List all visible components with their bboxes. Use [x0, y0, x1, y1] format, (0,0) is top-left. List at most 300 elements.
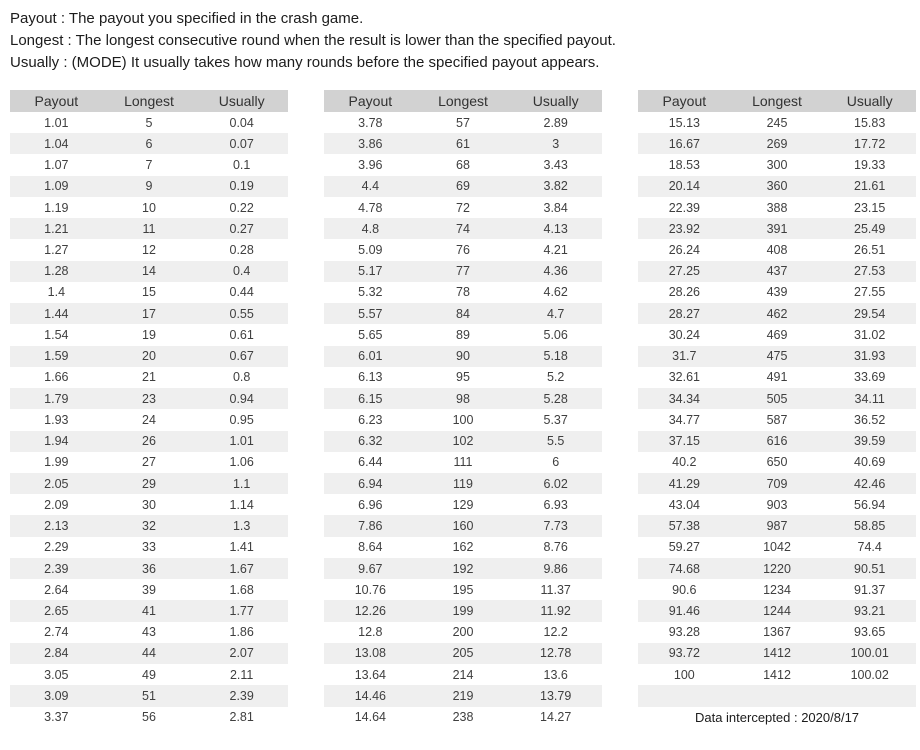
- table-cell: 93.21: [854, 604, 886, 618]
- table-cell: 119: [453, 476, 473, 491]
- table-cell: 34.34: [668, 391, 700, 406]
- table-cell: 475: [766, 349, 788, 364]
- table-header-row: [638, 90, 916, 112]
- table-cell: 5.37: [543, 412, 568, 427]
- table-row: [638, 515, 916, 536]
- table-row: [324, 579, 602, 600]
- table-cell: 13.79: [540, 688, 572, 703]
- table-row: [324, 664, 602, 685]
- table-cell: 1.41: [229, 540, 254, 555]
- table-cell: 84: [456, 306, 470, 321]
- table-row: [324, 515, 602, 536]
- table-cell: 40.2: [672, 455, 697, 470]
- table-cell: 1.54: [44, 327, 69, 342]
- table-cell: 9.86: [543, 561, 568, 576]
- table-cell: 1.28: [44, 264, 69, 279]
- description-line-payout: Payout : The payout you specified in the crash game.: [10, 10, 364, 27]
- table-cell: 16.67: [668, 136, 700, 151]
- table-cell: 5.28: [543, 391, 568, 406]
- table-cell: 90.6: [672, 582, 697, 597]
- table-cell: 8.76: [543, 540, 568, 555]
- table-cell: 58.85: [854, 519, 886, 534]
- table-cell: 388: [766, 200, 788, 215]
- table-cell: 69: [456, 179, 470, 194]
- table-cell: 102: [452, 434, 474, 449]
- table-cell: 214: [452, 667, 474, 682]
- table-cell: 49: [142, 667, 156, 682]
- table-cell: 5: [145, 115, 153, 130]
- table-cell: 408: [766, 243, 788, 258]
- table-cell: 39.59: [854, 434, 886, 449]
- table-cell: 1.04: [44, 136, 69, 151]
- table-row: [324, 154, 602, 175]
- table-cell: 31.7: [672, 349, 697, 364]
- table-cell: 195: [452, 582, 474, 597]
- table-cell: 42.46: [854, 476, 886, 491]
- table-row: [10, 643, 288, 664]
- table-cell: 89: [456, 327, 470, 342]
- table-cell: 1.09: [44, 179, 69, 194]
- table-cell: 26.24: [668, 243, 700, 258]
- table-cell: 462: [766, 306, 788, 321]
- table-cell: 0.95: [229, 412, 254, 427]
- table-row: [324, 197, 602, 218]
- table-cell: 2.74: [44, 625, 69, 640]
- table-cell: 162: [452, 540, 474, 555]
- table-cell: 95: [456, 370, 470, 385]
- table-cell: 437: [766, 264, 788, 279]
- table-cell: 1.94: [44, 434, 69, 449]
- table-cell: 56.94: [854, 497, 886, 512]
- payout-table-2: [324, 90, 602, 728]
- column-header-longest: Longest: [752, 93, 802, 109]
- table-cell: 2.84: [44, 646, 69, 661]
- table-cell: 6.44: [358, 455, 383, 470]
- table-row: [638, 324, 916, 345]
- payout-table-3: [638, 90, 916, 728]
- table-row: [324, 494, 602, 515]
- table-cell: 2.09: [44, 497, 69, 512]
- table-row: [10, 261, 288, 282]
- table-cell: 4.7: [546, 306, 565, 321]
- table-cell: 6.32: [358, 434, 383, 449]
- table-row: [10, 579, 288, 600]
- table-row: [10, 218, 288, 239]
- table-cell: 90: [456, 349, 470, 364]
- table-cell: 192: [452, 561, 474, 576]
- table-cell: 2.39: [229, 688, 254, 703]
- table-cell: 41: [142, 604, 156, 618]
- table-cell: 1.01: [44, 115, 69, 130]
- table-body: [638, 112, 916, 707]
- table-cell: 43: [142, 625, 156, 640]
- table-cell: 15.83: [854, 115, 886, 130]
- column-header-payout: Payout: [662, 93, 707, 109]
- table-cell: 100.02: [850, 667, 889, 682]
- table-cell: 44: [142, 646, 156, 661]
- table-cell: 22.39: [668, 200, 700, 215]
- table-cell: 2.65: [44, 604, 69, 618]
- table-row: [324, 303, 602, 324]
- table-cell: 3.05: [44, 667, 69, 682]
- table-cell: 1.01: [229, 434, 254, 449]
- table-cell: 1.27: [44, 243, 69, 258]
- table-row: [10, 282, 288, 303]
- column-header-usually: Usually: [532, 93, 579, 109]
- table-cell: 1.44: [44, 306, 69, 321]
- table-cell: 0.61: [229, 327, 254, 342]
- table-cell: 300: [766, 158, 788, 173]
- table-row: [638, 473, 916, 494]
- table-cell: 1.21: [44, 221, 69, 236]
- table-cell: 5.2: [546, 370, 565, 385]
- table-cell: 30: [142, 497, 156, 512]
- table-cell: 6.23: [358, 412, 383, 427]
- table-row: [324, 707, 602, 728]
- table-row: [324, 431, 602, 452]
- table-cell: 3.78: [358, 115, 383, 130]
- table-row: [324, 558, 602, 579]
- table-cell: 0.94: [229, 391, 254, 406]
- table-cell: 7: [145, 158, 153, 173]
- column-header-longest: Longest: [124, 93, 174, 109]
- table-cell: 31.93: [854, 349, 886, 364]
- table-cell: 3.86: [358, 136, 383, 151]
- table-cell: 5.06: [543, 327, 568, 342]
- table-cell: 23.92: [668, 221, 700, 236]
- table-cell: 59.27: [668, 540, 700, 555]
- table-row: [638, 600, 916, 621]
- table-cell: 1234: [763, 582, 791, 597]
- table-cell: 11.92: [540, 604, 571, 618]
- table-row: [10, 494, 288, 515]
- table-cell: 439: [766, 285, 788, 300]
- table-cell: 587: [766, 412, 788, 427]
- table-cell: 238: [452, 710, 474, 725]
- table-row: [324, 473, 602, 494]
- table-cell: 505: [766, 391, 788, 406]
- table-cell: 1.77: [229, 604, 254, 618]
- table-cell: 91.37: [854, 582, 886, 597]
- table-row: [324, 218, 602, 239]
- table-cell: 1412: [763, 646, 791, 661]
- table-cell: 7.73: [543, 519, 568, 534]
- table-cell: 160: [452, 519, 474, 534]
- table-cell: 7.86: [358, 519, 383, 534]
- table-cell: 11: [142, 221, 156, 236]
- table-cell: 34.11: [854, 391, 885, 406]
- table-row: [638, 494, 916, 515]
- table-row: [638, 239, 916, 260]
- table-cell: 13.64: [354, 667, 386, 682]
- table-cell: 616: [766, 434, 788, 449]
- table-cell: 0.04: [229, 115, 254, 130]
- table-cell: 6.02: [543, 476, 568, 491]
- table-cell: 76: [456, 243, 470, 258]
- table-row: [638, 431, 916, 452]
- table-cell: 5.57: [358, 306, 383, 321]
- table-cell: 1220: [763, 561, 791, 576]
- table-cell: 360: [766, 179, 788, 194]
- table-row: [638, 622, 916, 643]
- table-row: [638, 197, 916, 218]
- table-cell: 6: [145, 136, 153, 151]
- table-cell: 469: [766, 327, 788, 342]
- column-header-payout: Payout: [348, 93, 393, 109]
- table-row: [324, 112, 602, 133]
- table-cell: 4.78: [358, 200, 383, 215]
- table-row: [10, 537, 288, 558]
- table-cell: 20.14: [668, 179, 700, 194]
- table-cell: 90.51: [854, 561, 886, 576]
- table-cell: 28.26: [668, 285, 700, 300]
- table-body: [10, 112, 288, 728]
- column-header-usually: Usually: [846, 93, 893, 109]
- table-cell: 33: [142, 540, 156, 555]
- column-header-usually: Usually: [218, 93, 265, 109]
- table-cell: 31.02: [854, 327, 886, 342]
- table-cell: 6.01: [358, 349, 383, 364]
- table-cell: 491: [766, 370, 788, 385]
- table-row: [638, 664, 916, 685]
- table-cell: 2.13: [44, 519, 69, 534]
- table-row: [10, 154, 288, 175]
- table-cell: 21: [142, 370, 156, 385]
- table-cell: 100: [452, 412, 474, 427]
- table-cell: 6.15: [358, 391, 383, 406]
- table-cell: 2.07: [229, 646, 254, 661]
- table-cell: 13.6: [543, 667, 568, 682]
- table-cell: 1.67: [229, 561, 254, 576]
- table-cell: 27.55: [854, 285, 886, 300]
- table-cell: 10.76: [354, 582, 386, 597]
- table-cell: 36: [142, 561, 156, 576]
- table-row: [10, 367, 288, 388]
- table-header-row: [324, 90, 602, 112]
- table-row: [10, 452, 288, 473]
- table-cell: 1.93: [44, 412, 69, 427]
- table-cell: 27.53: [854, 264, 886, 279]
- table-cell: 74.4: [857, 540, 882, 555]
- table-cell: 1.06: [229, 455, 254, 470]
- table-cell: 0.1: [232, 158, 251, 173]
- description-line-longest: Longest : The longest consecutive round when the result is lower than the specified payout.: [10, 32, 616, 49]
- table-cell: 17.72: [854, 136, 886, 151]
- table-cell: 72: [456, 200, 470, 215]
- table-cell: 6.96: [358, 497, 383, 512]
- table-cell: 36.52: [854, 412, 886, 427]
- payout-table-1: [10, 90, 288, 728]
- table-cell: 4.21: [543, 243, 568, 258]
- table-cell: 20: [142, 349, 156, 364]
- table-row: [10, 303, 288, 324]
- table-row: [638, 112, 916, 133]
- table-cell: 1.59: [44, 349, 69, 364]
- table-row: [10, 197, 288, 218]
- table-row: [638, 558, 916, 579]
- table-cell: 205: [452, 646, 474, 661]
- table-cell: 0.19: [229, 179, 254, 194]
- table-row: [638, 303, 916, 324]
- table-cell: 26.51: [854, 243, 886, 258]
- table-cell: 23.15: [854, 200, 886, 215]
- table-row: [10, 600, 288, 621]
- table-row: [638, 409, 916, 430]
- table-row: [324, 537, 602, 558]
- table-cell: 2.29: [44, 540, 69, 555]
- table-row: [638, 218, 916, 239]
- table-row: [10, 515, 288, 536]
- table-cell: 39: [142, 582, 156, 597]
- table-cell: 12.2: [543, 625, 568, 640]
- table-row: [10, 685, 288, 706]
- table-row: [324, 409, 602, 430]
- table-row: [10, 431, 288, 452]
- table-cell: 9.67: [358, 561, 383, 576]
- table-cell: 37.15: [668, 434, 700, 449]
- table-cell: 3.84: [543, 200, 568, 215]
- table-cell: 68: [456, 158, 470, 173]
- table-row: [10, 409, 288, 430]
- table-cell: 199: [452, 604, 474, 618]
- table-row: [10, 622, 288, 643]
- table-cell: 93.72: [668, 646, 700, 661]
- table-cell: 1412: [763, 667, 791, 682]
- table-row: [324, 622, 602, 643]
- table-row: [638, 643, 916, 664]
- table-cell: 29: [142, 476, 156, 491]
- table-row: [638, 154, 916, 175]
- table-cell: 0.55: [229, 306, 254, 321]
- table-cell: 32: [142, 519, 156, 534]
- table-cell: 0.07: [229, 136, 254, 151]
- table-cell: 1.99: [44, 455, 69, 470]
- table-cell: 40.69: [854, 455, 886, 470]
- table-cell: 14.46: [354, 688, 386, 703]
- table-cell: 1367: [763, 625, 791, 640]
- table-cell: 13.08: [354, 646, 386, 661]
- table-row: [324, 239, 602, 260]
- table-row: [324, 643, 602, 664]
- table-row: [324, 600, 602, 621]
- table-row: [10, 664, 288, 685]
- table-row: [638, 261, 916, 282]
- table-row: [10, 239, 288, 260]
- table-cell: 4.13: [543, 221, 568, 236]
- table-row: [324, 346, 602, 367]
- table-cell: 1.86: [229, 625, 254, 640]
- table-cell: 34.77: [668, 412, 700, 427]
- table-row: [10, 324, 288, 345]
- table-cell: 269: [766, 136, 788, 151]
- table-cell: 14.64: [354, 710, 386, 725]
- table-cell: 19: [142, 327, 156, 342]
- table-cell: 391: [766, 221, 788, 236]
- table-cell: 3.43: [543, 158, 568, 173]
- table-row: [10, 346, 288, 367]
- table-cell: 3.37: [44, 710, 69, 725]
- table-cell: 12: [142, 243, 156, 258]
- table-cell: 1.3: [232, 519, 251, 534]
- table-cell: 4.4: [361, 179, 380, 194]
- table-cell: 2.39: [44, 561, 69, 576]
- table-cell: 987: [766, 519, 788, 534]
- table-row: [324, 685, 602, 706]
- table-cell: 57: [456, 115, 470, 130]
- table-cell: 25.49: [854, 221, 886, 236]
- table-cell: 91.46: [668, 604, 700, 618]
- table-cell: 43.04: [668, 497, 700, 512]
- table-row: [10, 388, 288, 409]
- table-cell: 1.1: [232, 476, 251, 491]
- table-cell: 5.18: [543, 349, 568, 364]
- table-cell: 5.17: [358, 264, 383, 279]
- table-cell: 0.22: [229, 200, 254, 215]
- table-cell: 27: [142, 455, 156, 470]
- table-cell: 1.14: [229, 497, 254, 512]
- table-row: [10, 473, 288, 494]
- table-row: [638, 388, 916, 409]
- table-cell: 74.68: [668, 561, 700, 576]
- table-cell: 93.28: [668, 625, 700, 640]
- table-cell: 6.94: [358, 476, 383, 491]
- table-cell: 0.28: [229, 243, 254, 258]
- table-cell: 93.65: [854, 625, 886, 640]
- table-cell: 98: [456, 391, 470, 406]
- description-line-usually: Usually : (MODE) It usually takes how many rounds before the specified payout appears.: [10, 54, 600, 71]
- table-cell: 6.93: [543, 497, 568, 512]
- table-cell: 9: [145, 179, 153, 194]
- table-row: [10, 176, 288, 197]
- table-row: [10, 133, 288, 154]
- table-cell: 3.96: [358, 158, 383, 173]
- table-cell: 27.25: [668, 264, 700, 279]
- column-header-longest: Longest: [438, 93, 488, 109]
- table-cell: 12.26: [354, 604, 386, 618]
- table-cell: 33.69: [854, 370, 886, 385]
- table-cell: 0.27: [229, 221, 254, 236]
- table-cell: 8.64: [358, 540, 383, 555]
- table-cell: 3.09: [44, 688, 69, 703]
- table-cell: 56: [142, 710, 156, 725]
- table-cell: 32.61: [668, 370, 700, 385]
- table-cell: 129: [452, 497, 474, 512]
- table-cell: 0.67: [229, 349, 254, 364]
- column-header-payout: Payout: [34, 93, 79, 109]
- table-cell: 19.33: [854, 158, 886, 173]
- table-cell: 30.24: [668, 327, 700, 342]
- table-cell: 21.61: [854, 179, 886, 194]
- table-cell: 5.65: [358, 327, 383, 342]
- table-body: [324, 112, 602, 728]
- table-cell: 14.27: [540, 710, 572, 725]
- table-cell: 2.89: [543, 115, 568, 130]
- table-cell: 3: [552, 136, 560, 151]
- table-row: [324, 367, 602, 388]
- table-cell: 1.68: [229, 582, 254, 597]
- table-cell: 2.05: [44, 476, 69, 491]
- table-cell: 18.53: [668, 158, 700, 173]
- table-cell: 1.07: [44, 158, 69, 173]
- table-cell: 1.79: [44, 391, 69, 406]
- table-cell: 1.4: [47, 285, 66, 300]
- table-cell: 23: [142, 391, 156, 406]
- table-cell: 0.8: [232, 370, 251, 385]
- table-cell: 61: [456, 136, 470, 151]
- table-cell: 709: [766, 476, 788, 491]
- table-row: [638, 685, 916, 706]
- table-row: [638, 133, 916, 154]
